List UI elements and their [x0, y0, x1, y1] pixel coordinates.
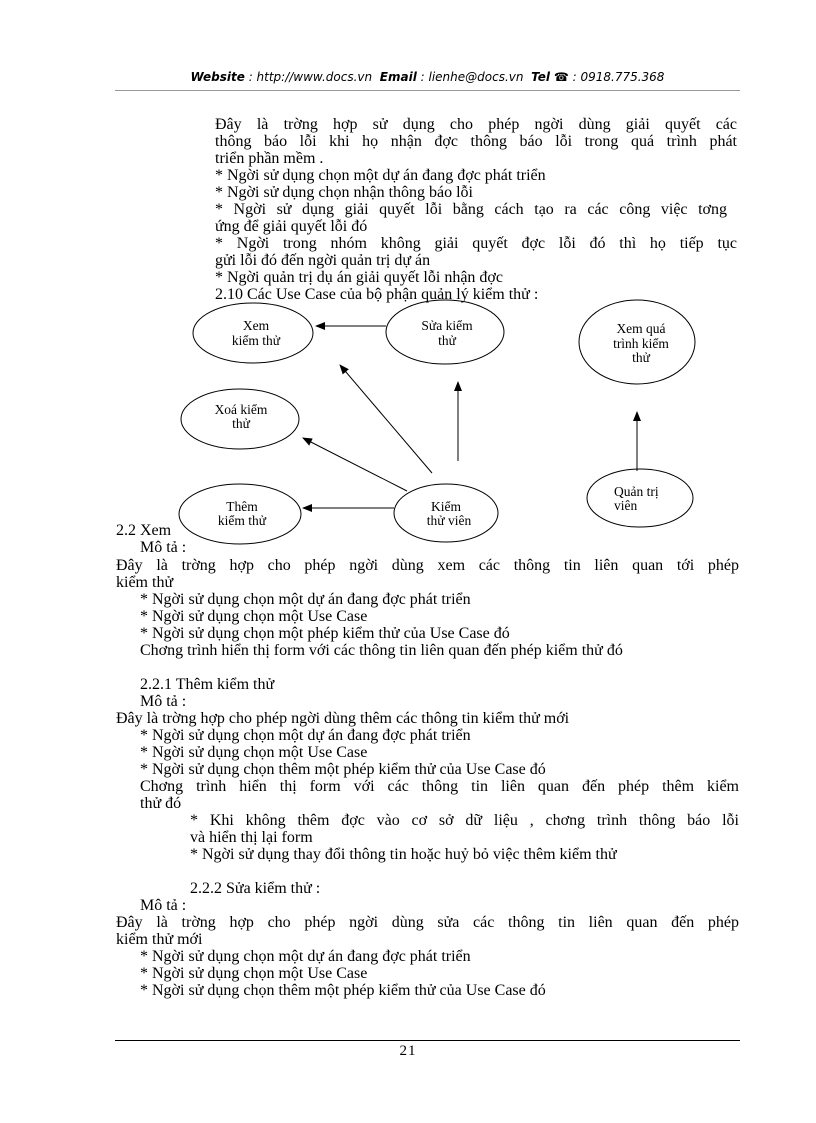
label-xemqua-line: trình kiểm — [613, 336, 669, 351]
bullet-line: * Ngời sử dụng chọn một Use Case — [140, 965, 368, 982]
intro-line: Đây là trờng hợp sử dụng cho phép ngời dùng giải quyết các — [215, 116, 737, 133]
bullet-line: Chơng trình hiển thị form với các thông tin liên quan đến phép kiểm thử đó — [140, 642, 623, 659]
bullet-line: * Ngời sử dụng chọn một dự án đang đợc phát triển — [140, 948, 471, 965]
label-sua-line: thử — [438, 333, 456, 348]
section-heading: 2.2.1 Thêm kiểm thử — [140, 676, 275, 693]
intro-line: thông báo lỗi khi họ nhận đợc thông báo lỗi trong quá trình phát — [215, 133, 737, 150]
label-xemqua-line: Xem quá — [616, 321, 666, 336]
website-label: Website — [190, 70, 245, 84]
tel-value: ☎ : 0918.775.368 — [553, 70, 665, 84]
intro-line: * Ngời sử dụng giải quyết lỗi bằng cách tạo ra các công việc tơng — [215, 201, 727, 218]
bullet-line: Chơng trình hiển thị form với các thông tin liên quan đến phép thêm kiểm — [140, 778, 739, 795]
intro-line: * Ngời quản trị dụ án giải quyết lỗi nhận đợc — [215, 269, 503, 286]
intro-line: gửi lỗi đó đến ngời quản trị dự án — [215, 252, 431, 269]
label-xoa-line: Xoá kiểm — [214, 402, 268, 417]
bullet-line: * Ngời sử dụng chọn một dự án đang đợc phát triển — [140, 591, 471, 608]
section-caption: 2.10 Các Use Case của bộ phận quản lý kiểm thử : — [215, 286, 539, 303]
label-ktv-line: thử viên — [426, 513, 472, 528]
mota-label: Mô tả : — [140, 897, 187, 914]
website-value: : http://www.docs.vn — [248, 70, 373, 84]
section-heading: 2.2.2 Sửa kiểm thử : — [190, 880, 321, 897]
label-sua-line: Sửa kiểm — [421, 318, 473, 333]
label-ktv-line: Kiểm — [431, 499, 461, 514]
sub-bullet-line: và hiển thị lại form — [190, 829, 313, 846]
sub-bullet-line: * Ngời sử dụng thay đổi thông tin hoặc huỷ bỏ việc thêm kiểm thử — [190, 846, 617, 863]
bullet-line: * Ngời sử dụng chọn thêm một phép kiểm thử của Use Case đó — [140, 982, 546, 999]
email-label: Email — [379, 70, 417, 84]
mota-label: Mô tả : — [140, 693, 187, 710]
section-heading: 2.2 Xem — [116, 522, 172, 539]
label-them-line: Thêm — [226, 499, 258, 514]
label-qtv-line: viên — [614, 498, 638, 513]
intro-line: ứng để giải quyết lỗi đó — [215, 218, 368, 235]
mota-label: Mô tả : — [140, 539, 187, 556]
intro-line: * Ngời trong nhóm không giải quyết đợc lỗi đó thì họ tiếp tục — [215, 235, 737, 252]
page-number: 21 — [399, 1043, 417, 1059]
footer-rule — [115, 1040, 740, 1041]
intro-line: triển phần mềm . — [215, 150, 324, 167]
desc-line: Đây là trờng hợp cho phép ngời dùng xem các thông tin liên quan tới phép — [116, 557, 739, 574]
arrow-ktv-to-xoa — [303, 438, 407, 491]
bullet-line: thử đó — [140, 795, 182, 812]
label-xem-line: kiểm thử — [231, 333, 281, 348]
label-xoa-line: thử — [232, 416, 250, 431]
email-value: : lienhe@docs.vn — [420, 70, 524, 84]
bullet-line: * Ngời sử dụng chọn thêm một phép kiểm thử của Use Case đó — [140, 761, 546, 778]
tel-label: Tel — [531, 70, 551, 84]
bullet-line: * Ngời sử dụng chọn một Use Case — [140, 608, 368, 625]
arrow-ktv-to-xem — [340, 365, 432, 473]
desc-line: Đây là trờng hợp cho phép ngời dùng thêm các thông tin kiểm thử mới — [116, 710, 570, 727]
desc-line: kiểm thử mới — [116, 931, 203, 948]
intro-line: * Ngời sử dụng chọn nhận thông báo lỗi — [215, 184, 473, 201]
desc-line: kiểm thử — [116, 574, 174, 591]
intro-line: * Ngời sử dụng chọn một dự án đang đợc phát triển — [215, 167, 546, 184]
sub-bullet-line: * Khi không thêm đợc vào cơ sở dữ liệu , chơng trình thông báo lỗi — [190, 812, 739, 829]
label-xem-line: Xem — [242, 318, 270, 333]
label-xemqua-line: thử — [632, 350, 650, 365]
bullet-line: * Ngời sử dụng chọn một Use Case — [140, 744, 368, 761]
label-them-line: kiểm thử — [217, 513, 267, 528]
desc-line: Đây là trờng hợp cho phép ngời dùng sửa các thông tin liên quan đến phép — [116, 914, 739, 931]
label-qtv-line: Quản trị — [614, 484, 659, 499]
bullet-line: * Ngời sử dụng chọn một phép kiểm thử của Use Case đó — [140, 625, 510, 642]
bullet-line: * Ngời sử dụng chọn một dự án đang đợc phát triển — [140, 727, 471, 744]
